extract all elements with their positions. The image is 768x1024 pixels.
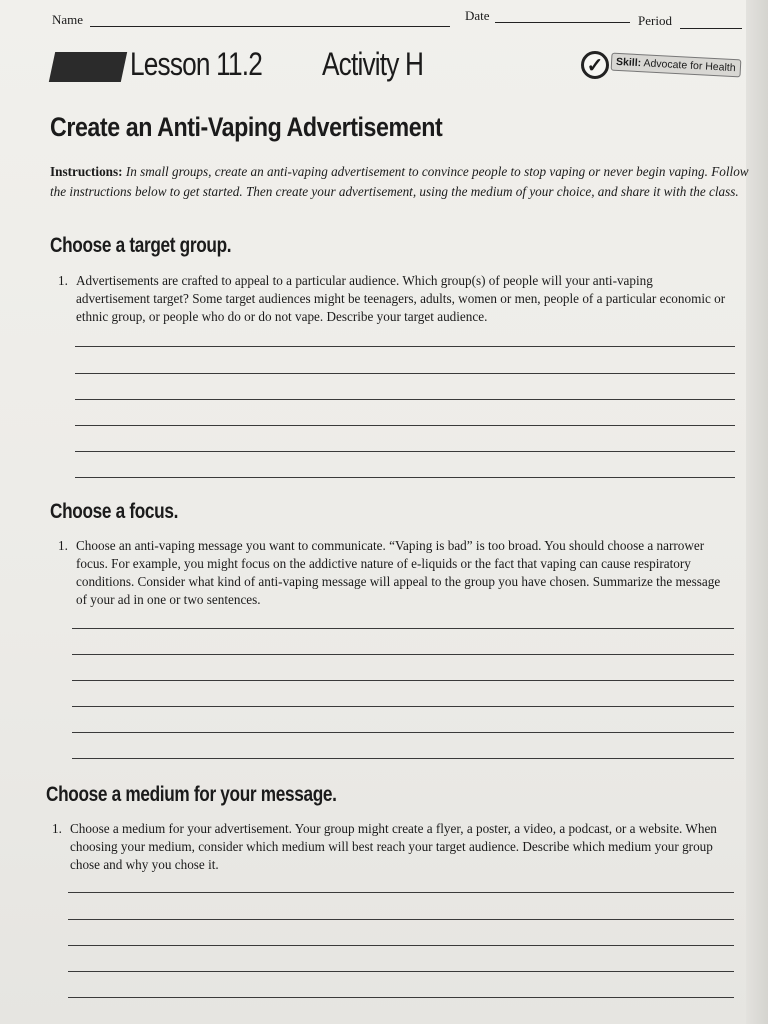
question-text: Choose an anti-vaping message you want to communicate. “Vaping is bad” is too broad. You should choose a narrower focus. For example, you might focus on the addictive nature of e-liquids or the fact that vaping can cause respiratory conditions. Consider what kind of anti-vaping message will appeal to the group you have chosen. Summarize the message of your ad in one or two sentences. <box>76 538 721 607</box>
question-medium <box>52 820 722 874</box>
instructions <box>50 162 750 202</box>
answer-line[interactable] <box>72 654 734 655</box>
answer-line[interactable] <box>68 971 734 972</box>
instructions-label: Instructions: <box>50 164 123 179</box>
section-heading-medium: Choose a medium for your message. <box>46 783 337 806</box>
answer-line[interactable] <box>75 373 735 374</box>
activity-label: Activity H <box>322 46 424 82</box>
answer-line[interactable] <box>75 399 735 400</box>
answer-line[interactable] <box>72 732 734 733</box>
answer-line[interactable] <box>75 451 735 452</box>
name-label: Name <box>52 12 84 27</box>
answer-line[interactable] <box>68 919 734 920</box>
question-number: 1. <box>58 273 68 288</box>
period-label: Period <box>638 13 672 28</box>
question-text: Advertisements are crafted to appeal to a particular audience. Which group(s) of people will your anti-vaping advertisement target? Some target audiences might be teenagers, adults, women or men, people of a particular economic or ethnic group, or people who do or do not vape. Describe your target audience. <box>76 273 726 324</box>
answer-line[interactable] <box>75 477 735 478</box>
period-field-line[interactable] <box>680 28 742 29</box>
question-focus <box>58 537 728 609</box>
answer-line[interactable] <box>72 680 734 681</box>
worksheet-title: Create an Anti-Vaping Advertisement <box>50 112 443 142</box>
name-field-line[interactable] <box>90 26 450 27</box>
answer-line[interactable] <box>68 945 734 946</box>
skill-badge-group <box>581 51 741 79</box>
answer-line[interactable] <box>68 892 734 893</box>
check-circle-icon: ✓ <box>581 51 609 79</box>
skill-prefix: Skill: <box>615 55 642 70</box>
lesson-bar-decoration <box>49 52 127 82</box>
section-heading-focus: Choose a focus. <box>50 500 179 523</box>
instructions-text: In small groups, create an anti-vaping advertisement to convince people to stop vaping or never begin vaping. Follow the instructions below to get started. Then create your advertisement, using the medium of your choice, and share it with the class. <box>50 164 749 199</box>
answer-line[interactable] <box>72 758 734 759</box>
question-text: Choose a medium for your advertisement. Your group might create a flyer, a poster, a video, a podcast, or a website. When choosing your medium, consider which medium will best reach your target audience. Describe which medium your group chose and why you chose it. <box>70 821 717 872</box>
question-number: 1. <box>52 821 62 836</box>
page-edge-shadow <box>746 0 768 1024</box>
question-target-group <box>58 272 728 326</box>
date-field-line[interactable] <box>495 22 630 23</box>
lesson-label: Lesson 11.2 <box>130 46 263 82</box>
date-label: Date <box>465 8 490 23</box>
skill-text: Advocate for Health <box>643 57 736 75</box>
skill-badge <box>611 53 741 78</box>
answer-line[interactable] <box>75 346 735 347</box>
answer-line[interactable] <box>68 997 734 998</box>
answer-line[interactable] <box>72 706 734 707</box>
answer-line[interactable] <box>75 425 735 426</box>
section-heading-target-group: Choose a target group. <box>50 234 232 257</box>
question-number: 1. <box>58 538 68 553</box>
answer-line[interactable] <box>72 628 734 629</box>
